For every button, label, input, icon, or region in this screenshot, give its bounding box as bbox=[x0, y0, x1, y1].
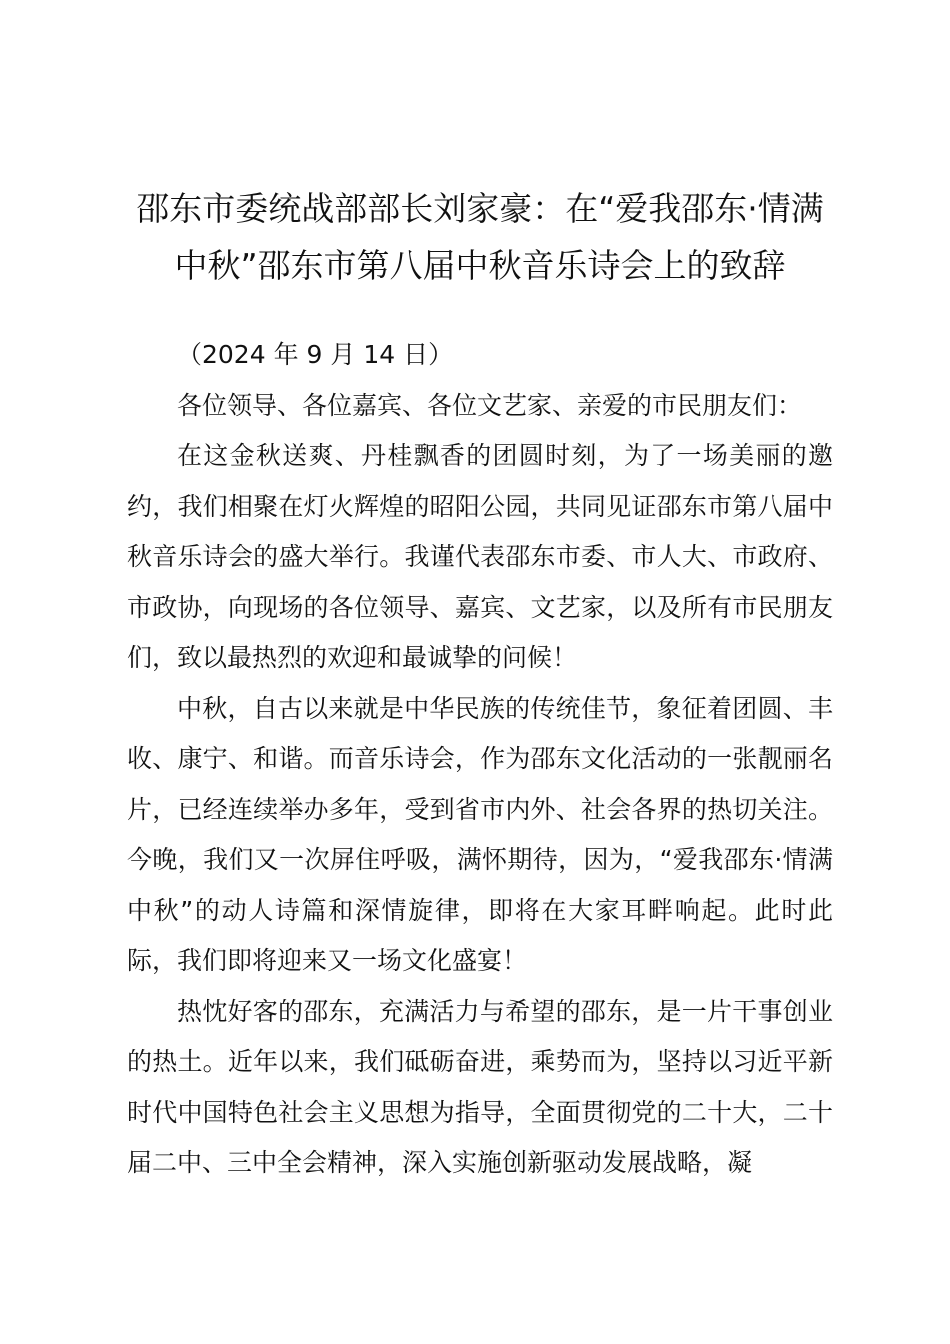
document-body bbox=[127, 330, 833, 1189]
body-paragraph: 在这金秋送爽、丹桂飘香的团圆时刻，为了一场美丽的邀约，我们相聚在灯火辉煌的昭阳公园，共同见证邵东市第八届中秋音乐诗会的盛大举行。我谨代表邵东市委、市人大、市政府、市政协，向现场的各位领导、嘉宾、文艺家，以及所有市民朋友们，致以最热烈的欢迎和最诚挚的问候！ bbox=[127, 441, 833, 672]
body-paragraph: 热忱好客的邵东，充满活力与希望的邵东，是一片干事创业的热土。近年以来，我们砥砺奋进，乘势而为，坚持以习近平新时代中国特色社会主义思想为指导，全面贯彻党的二十大，二十届二中、三中全会精神，深入实施创新驱动发展战略，凝 bbox=[127, 996, 833, 1177]
document-title: 邵东市委统战部部长刘家豪：在“爱我邵东·情满中秋”邵东市第八届中秋音乐诗会上的致辞 bbox=[136, 189, 824, 285]
speech-date: （2024 年 9 月 14 日） bbox=[177, 340, 454, 369]
body-paragraph: 中秋，自古以来就是中华民族的传统佳节，象征着团圆、丰收、康宁、和谐。而音乐诗会，作为邵东文化活动的一张靓丽名片，已经连续举办多年，受到省市内外、社会各界的热切关注。今晚，我们又一次屏住呼吸，满怀期待，因为，“爱我邵东·情满中秋”的动人诗篇和深情旋律，即将在大家耳畔响起。此时此际，我们即将迎来又一场文化盛宴！ bbox=[127, 693, 833, 975]
salutation-paragraph: 各位领导、各位嘉宾、各位文艺家、亲爱的市民朋友们： bbox=[177, 390, 803, 420]
